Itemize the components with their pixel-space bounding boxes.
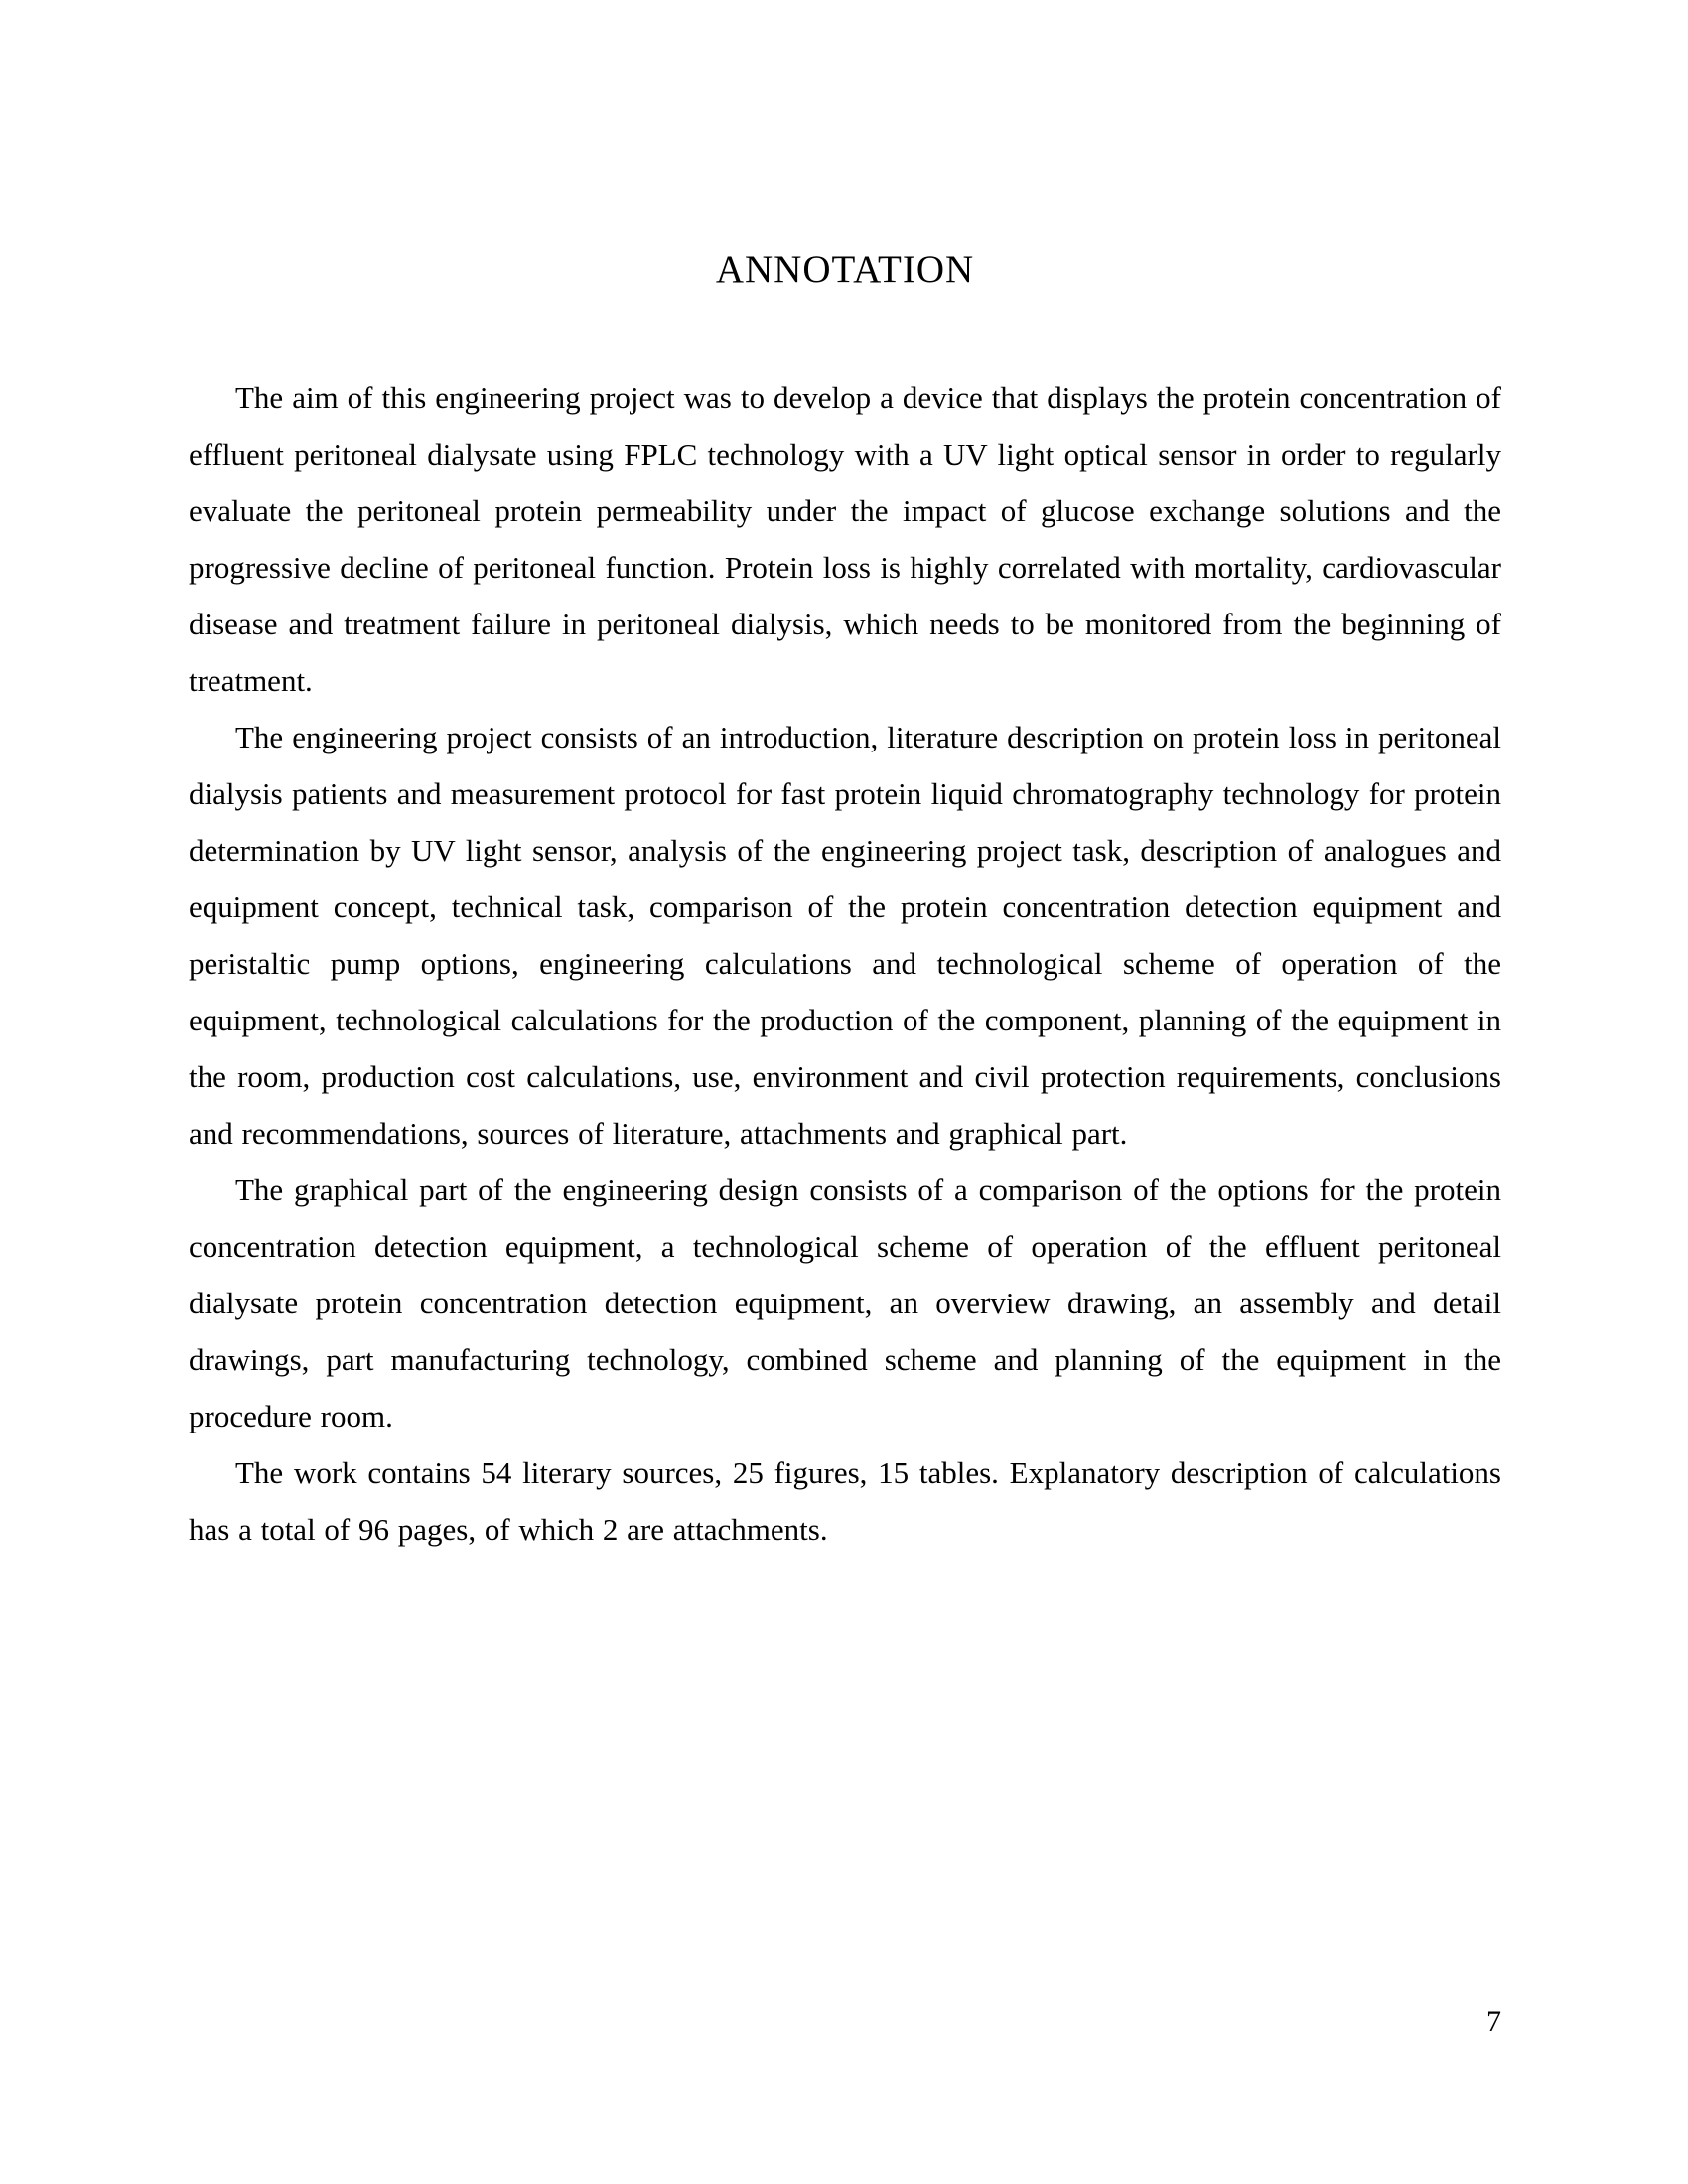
page-title: ANNOTATION [715, 248, 975, 291]
text-block [189, 241, 1501, 1558]
paragraph-aim: The aim of this engineering project was to develop a device that displays the protein concentration of effluent peritoneal dialysate using FPLC technology with a UV light optical sensor in order to regularly evaluate the peritoneal protein permeability under the impact of glucose exchange solutions and the progressive decline of peritoneal function. Protein loss is highly correlated with mortality, cardiovascular disease and treatment failure in peritoneal dialysis, which needs to be monitored from the beginning of treatment. [189, 380, 1501, 698]
page-number: 7 [1486, 2005, 1501, 2038]
paragraph-graphical-part: The graphical part of the engineering design consists of a comparison of the options for the protein concentration detection equipment, a technological scheme of operation of the effluent peritoneal dialysate protein concentration detection equipment, an overview drawing, an assembly and detail drawings, part manufacturing technology, combined scheme and planning of the equipment in the procedure room. [189, 1172, 1501, 1433]
paragraph-project-contents: The engineering project consists of an introduction, literature description on protein loss in peritoneal dialysis patients and measurement protocol for fast protein liquid chromatography technology for protein determination by UV light sensor, analysis of the engineering project task, description of analogues and equipment concept, technical task, comparison of the protein concentration detection equipment and peristaltic pump options, engineering calculations and technological scheme of operation of the equipment, technological calculations for the production of the component, planning of the equipment in the room, production cost calculations, use, environment and civil protection requirements, conclusions and recommendations, sources of literature, attachments and graphical part. [189, 720, 1501, 1151]
body-text [189, 369, 1501, 1558]
paragraph-work-summary: The work contains 54 literary sources, 25 figures, 15 tables. Explanatory description of calculations has a total of 96 pages, of which 2 are attachments. [189, 1455, 1501, 1547]
